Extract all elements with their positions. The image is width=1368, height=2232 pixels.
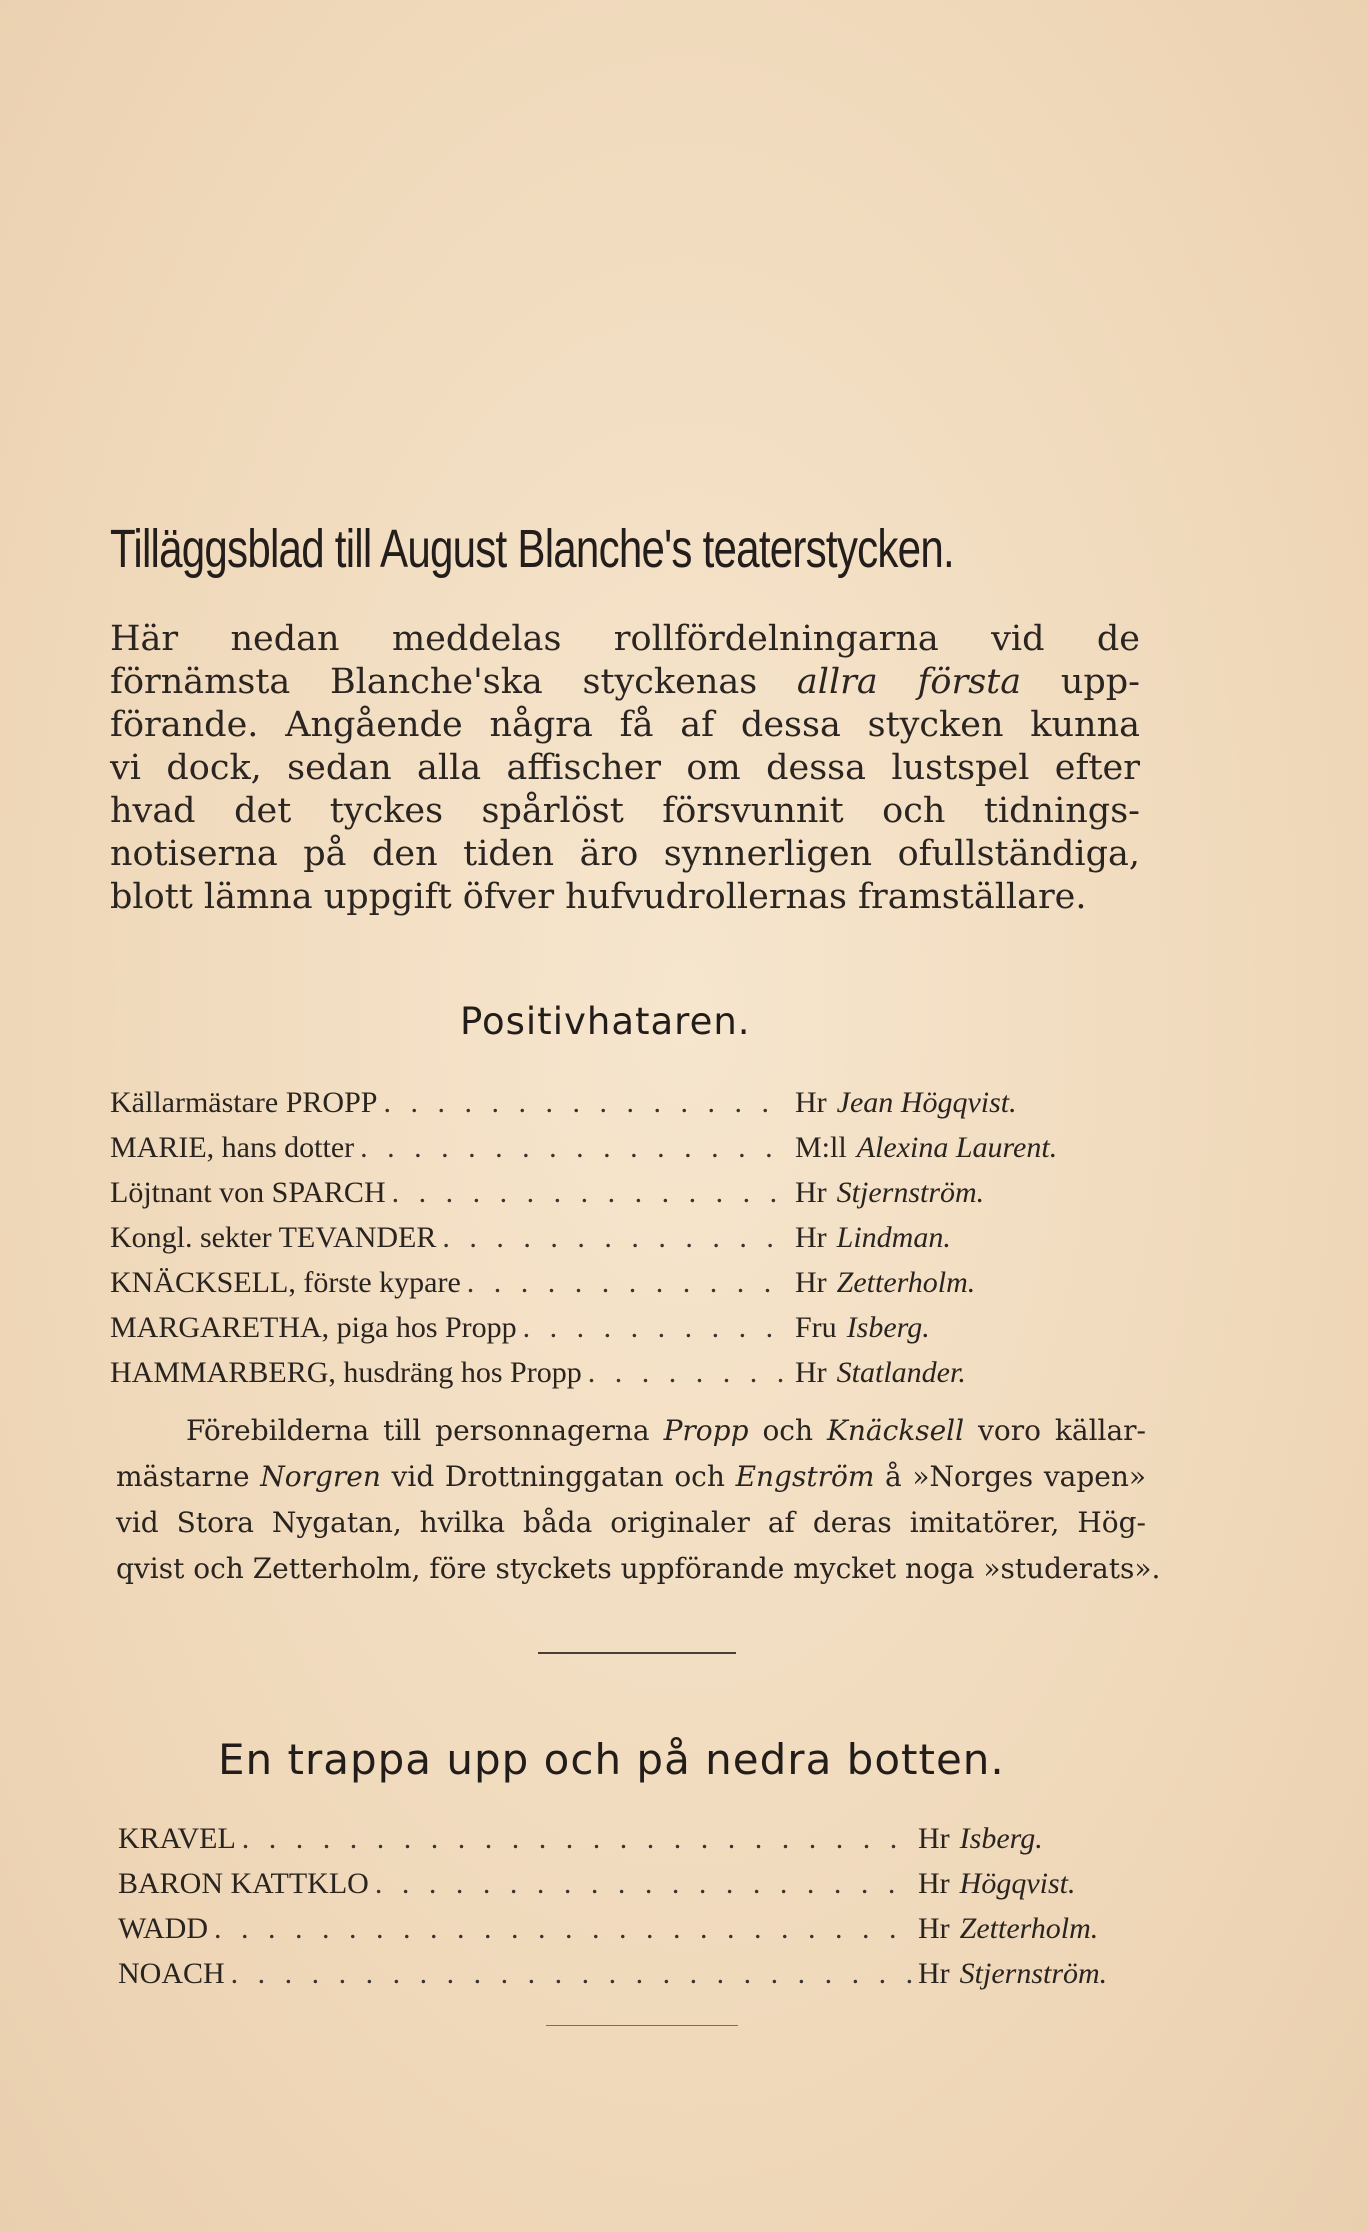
cast-row: [118, 1861, 1148, 1906]
intro-line: hvad det tyckes spårlöst försvunnit och tidnings-: [110, 791, 1140, 831]
cast-row: [118, 1906, 1148, 1951]
footnote-paragraph: [116, 1408, 1161, 1592]
actor-title: Hr: [795, 1221, 827, 1254]
intro-paragraph: [110, 618, 1140, 919]
play-title-en-trappa-upp: En trappa upp och på nedra botten.: [218, 1735, 1005, 1784]
actor-title: Fru: [795, 1311, 837, 1344]
role-name: Löjtnant von SPARCH: [110, 1176, 386, 1209]
role-name: KRAVEL: [118, 1822, 236, 1855]
intro-line: vi dock, sedan alla affischer om dessa lustspel efter: [110, 748, 1140, 788]
role-name: HAMMARBERG, husdräng hos Propp: [110, 1356, 582, 1389]
actor-name: Jean Högqvist.: [836, 1086, 1017, 1119]
emphasis-text: Knäcksell: [826, 1414, 965, 1447]
role-name: WADD: [118, 1912, 208, 1945]
actor-name: Stjernström.: [836, 1176, 985, 1209]
actor-title: Hr: [918, 1957, 950, 1990]
intro-line: Här nedan meddelas rollfördelningarna vid de: [110, 619, 1140, 659]
intro-line: förande. Angående några få af dessa stycken kunna: [110, 705, 1140, 745]
role-name: Källarmästare PROPP: [110, 1086, 378, 1119]
role-name: NOACH: [118, 1957, 225, 1990]
actor-name: Statlander.: [836, 1356, 966, 1389]
actor-name: Isberg.: [959, 1822, 1043, 1855]
role-name: MARGARETHA, piga hos Propp: [110, 1311, 517, 1344]
cast-row: [110, 1350, 1150, 1395]
cast-row: [110, 1260, 1150, 1305]
note-line: qvist och Zetterholm, före styckets uppförande mycket noga »studerats».: [116, 1552, 1161, 1585]
cast-row: [110, 1215, 1150, 1260]
cast-list-en-trappa-upp: [118, 1816, 1148, 1996]
role-name: MARIE, hans dotter: [110, 1131, 355, 1164]
cast-row: [118, 1951, 1148, 1996]
actor-title: Hr: [795, 1356, 827, 1389]
role-name: Kongl. sekter TEVANDER: [110, 1221, 437, 1254]
cast-list-positivhataren: [110, 1080, 1150, 1395]
cast-row: [110, 1170, 1150, 1215]
actor-name: Högqvist.: [959, 1867, 1076, 1900]
section-divider: [546, 2025, 738, 2026]
actor-title: Hr: [918, 1912, 950, 1945]
role-name: BARON KATTKLO: [118, 1867, 369, 1900]
cast-row: [110, 1125, 1150, 1170]
actor-name: Stjernström.: [959, 1957, 1108, 1990]
intro-line: notiserna på den tiden äro synnerligen ofullständiga,: [110, 834, 1140, 874]
actor-title: Hr: [918, 1822, 950, 1855]
actor-title: Hr: [918, 1867, 950, 1900]
emphasis-text: allra första: [796, 662, 1022, 702]
note-line: mästarne Norgren vid Drottninggatan och Engström å »Norges vapen»: [116, 1460, 1146, 1493]
actor-title: Hr: [795, 1086, 827, 1119]
actor-name: Zetterholm.: [836, 1266, 976, 1299]
cast-row: [110, 1305, 1150, 1350]
actor-title: M:ll: [795, 1131, 847, 1164]
actor-title: Hr: [795, 1266, 827, 1299]
cast-row: [118, 1816, 1148, 1861]
play-title-positivhataren: Positivhataren.: [460, 1000, 751, 1043]
note-line: Förebilderna till personnagerna Propp och Knäcksell voro källar-: [186, 1414, 1147, 1447]
section-divider: [538, 1652, 736, 1654]
actor-name: Isberg.: [846, 1311, 930, 1344]
actor-name: Alexina Laurent.: [856, 1131, 1058, 1164]
emphasis-text: Propp: [663, 1414, 749, 1447]
role-name: KNÄCKSELL, förste kypare: [110, 1266, 461, 1299]
cast-row: [110, 1080, 1150, 1125]
intro-line: blott lämna uppgift öfver hufvudrollernas framställare.: [110, 877, 1087, 917]
page-title: Tilläggsblad till August Blanche's teaterstycken.: [110, 519, 954, 579]
note-line: vid Stora Nygatan, hvilka båda originaler af deras imitatörer, Hög-: [116, 1506, 1146, 1539]
actor-name: Zetterholm.: [959, 1912, 1099, 1945]
emphasis-text: Norgren: [260, 1460, 381, 1493]
actor-name: Lindman.: [836, 1221, 951, 1254]
intro-line: förnämsta Blanche'ska styckenas allra första upp-: [110, 662, 1140, 702]
actor-title: Hr: [795, 1176, 827, 1209]
emphasis-text: Engström: [735, 1460, 875, 1493]
